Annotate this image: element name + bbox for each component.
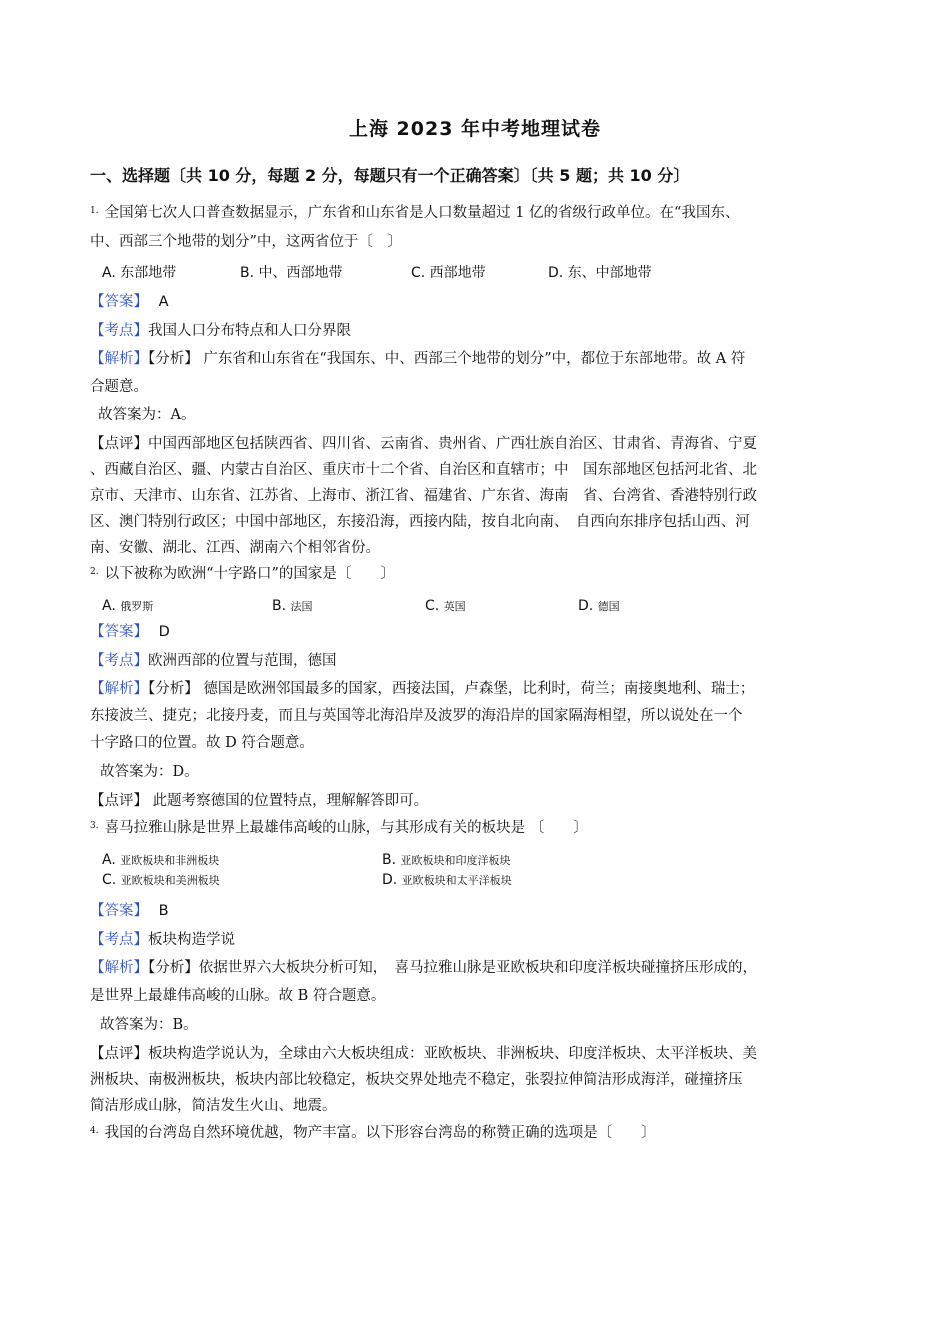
q2-analysis: 【解析】【分析】 德国是欧洲邻国最多的国家，西接法国，卢森堡，比利时，荷兰；南接奥地利、瑞士； <box>90 681 755 697</box>
q3-comment: 【点评】板块构造学说认为，全球由六大板块组成：亚欧板块、非洲板块、印度洋板块、太平洋板块、美 <box>90 1046 757 1062</box>
q1-option-c[interactable]: C. 西部地带 <box>411 265 486 281</box>
q3-analysis-cont: 是世界上最雄伟高峻的山脉。故 B 符合题意。 <box>90 988 386 1004</box>
question-4-stem: $^{4.}$ 我国的台湾岛自然环境优越，物产丰富。以下形容台湾岛的称赞正确的选项是〔 〕 <box>90 1125 656 1141</box>
q1-comment: 【点评】中国西部地区包括陕西省、四川省、云南省、贵州省、广西壮族自治区、甘肃省、青海省、宁夏 <box>90 436 757 452</box>
q1-comment-cont: 京市、天津市、山东省、江苏省、上海市、浙江省、福建省、广东省、海南 省、台湾省、香港特别行政 <box>90 488 757 504</box>
q1-final: 故答案为：A。 <box>98 407 196 423</box>
q3-point: 【考点】板块构造学说 <box>90 932 235 948</box>
q2-answer: 【答案】 D <box>90 624 170 640</box>
question-1-stem: $^{1.}$ 全国第七次人口普查数据显示，广东省和山东省是人口数量超过 1 亿的省级行政单位。在“我国东、 <box>90 205 740 221</box>
section-heading: 一、选择题〔共 10 分，每题 2 分，每题只有一个正确答案〕〔共 5 题；共 10 分〕 <box>90 166 690 185</box>
q2-comment: 【点评】 此题考察德国的位置特点，理解解答即可。 <box>90 793 429 809</box>
question-number: 3. <box>90 821 99 831</box>
question-number: 2. <box>90 567 99 577</box>
q1-analysis: 【解析】【分析】 广东省和山东省在“我国东、中、西部三个地带的划分”中，都位于东部地带。故 A 符 <box>90 351 746 367</box>
q2-option-a[interactable]: A. 俄罗斯 <box>102 598 154 614</box>
q3-answer: 【答案】 B <box>90 903 169 919</box>
q2-option-d[interactable]: D. 德国 <box>578 598 620 614</box>
q2-point: 【考点】欧洲西部的位置与范围，德国 <box>90 653 337 669</box>
q2-analysis-cont: 十字路口的位置。故 D 符合题意。 <box>90 735 314 751</box>
q1-point: 【考点】我国人口分布特点和人口分界限 <box>90 323 351 339</box>
q1-option-d[interactable]: D. 东、中部地带 <box>548 265 652 281</box>
q1-comment-cont: 南、安徽、湖北、江西、湖南六个相邻省份。 <box>90 540 380 556</box>
q3-comment-cont: 简洁形成山脉，简洁发生火山、地震。 <box>90 1098 337 1114</box>
question-3-stem: $^{3.}$ 喜马拉雅山脉是世界上最雄伟高峻的山脉，与其形成有关的板块是 〔 〕 <box>90 820 588 836</box>
q3-final: 故答案为：B。 <box>100 1017 198 1033</box>
question-number: 4. <box>90 1126 99 1136</box>
question-1-stem-cont: 中、西部三个地带的划分”中，这两省位于〔 〕 <box>90 234 402 250</box>
q2-final: 故答案为：D。 <box>100 764 199 780</box>
q3-analysis: 【解析】【分析】依据世界六大板块分析可知， 喜马拉雅山脉是亚欧板块和印度洋板块碰撞挤压形成的， <box>90 960 757 976</box>
q3-comment-cont: 洲板块、南极洲板块，板块内部比较稳定，板块交界处地壳不稳定，张裂拉伸简洁形成海洋，碰撞挤压 <box>90 1072 743 1088</box>
question-number: 1. <box>90 206 99 216</box>
q2-analysis-cont: 东接波兰、捷克；北接丹麦，而且与英国等北海沿岸及波罗的海沿岸的国家隔海相望，所以说处在一个 <box>90 708 743 724</box>
q1-option-a[interactable]: A. 东部地带 <box>102 265 177 281</box>
q2-option-c[interactable]: C. 英国 <box>425 598 466 614</box>
q3-option-b[interactable]: B. 亚欧板块和印度洋板块 <box>382 852 511 868</box>
q1-answer: 【答案】 A <box>90 294 169 310</box>
q3-option-d[interactable]: D. 亚欧板块和太平洋板块 <box>382 872 512 888</box>
question-2-stem: $^{2.}$ 以下被称为欧洲“十字路口”的国家是〔 〕 <box>90 566 395 582</box>
q1-analysis-cont: 合题意。 <box>90 379 148 395</box>
q3-option-a[interactable]: A. 亚欧板块和非洲板块 <box>102 852 220 868</box>
q1-comment-cont: 区、澳门特别行政区；中国中部地区，东接沿海，西接内陆，按自北向南、 自西向东排序包括山西、河 <box>90 514 750 530</box>
q3-option-c[interactable]: C. 亚欧板块和美洲板块 <box>102 872 220 888</box>
page-title: 上海 2023 年中考地理试卷 <box>348 118 602 140</box>
q2-option-b[interactable]: B. 法国 <box>272 598 313 614</box>
q1-comment-cont: 、西藏自治区、疆、内蒙古自治区、重庆市十二个省、自治区和直辖市；中 国东部地区包括河北省、北 <box>90 462 757 478</box>
q1-option-b[interactable]: B. 中、西部地带 <box>240 265 343 281</box>
